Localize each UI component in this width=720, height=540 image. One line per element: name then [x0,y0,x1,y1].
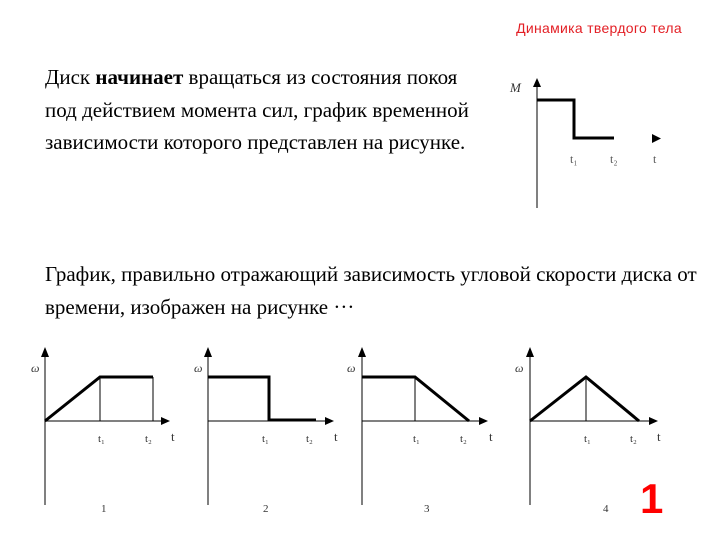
question-text: График, правильно отражающий зависимость угловой скорости диска от времени, изображен на рисунке ··· [45,262,697,319]
option-2-graph [194,347,338,515]
moment-curve [537,100,614,138]
option-1-y-label: ω [31,361,40,375]
option-1-x-label: t [171,429,175,444]
moment-graph-axes [533,78,661,208]
option-1-graph [31,347,175,515]
option-2-x-arrow [325,417,334,425]
option-3-number: 3 [424,503,430,515]
option-3-graph [347,347,493,515]
option-3-y-arrow [358,347,366,357]
statement-part2: вращаться из состояния покоя под действием момента сил, график временной зависимости которого представлен на рисунке. [45,65,469,154]
option-4-y-arrow [526,347,534,357]
option-4-number: 4 [603,503,609,515]
option-2-y-arrow [204,347,212,357]
moment-x-label: t [653,152,657,166]
option-1-curve [45,377,153,421]
option-4-curve [530,377,639,421]
option-1-x-arrow [161,417,170,425]
option-2-y-label: ω [194,361,203,375]
option-2-t2-label: t₂ [306,433,313,445]
moment-y-label: M [510,80,521,95]
option-2-t1-label: t₁ [262,433,269,445]
moment-y-arrow [533,78,541,87]
option-2-curve [208,377,316,420]
option-1-t1-label: t₁ [98,433,105,445]
moment-t1-label: t₁ [570,152,578,166]
option-3-curve [362,377,469,421]
slide-header-title: Динамика твердого тела [516,20,682,36]
option-1-number: 1 [101,503,107,515]
option-4-x-arrow [649,417,658,425]
option-4-x-label: t [657,429,661,444]
option-3-y-label: ω [347,361,356,375]
moment-t2-label: t₂ [610,152,618,166]
option-4-t2-label: t₂ [630,433,637,445]
option-4-y-label: ω [515,361,524,375]
option-2-number: 2 [263,503,269,515]
option-1-y-arrow [41,347,49,357]
option-3-t2-label: t₂ [460,433,467,445]
option-3-x-label: t [489,429,493,444]
moment-x-arrow [652,134,661,143]
problem-statement [45,61,485,159]
option-4-t1-label: t₁ [584,433,591,445]
statement-bold-word: начинает [95,65,184,89]
option-1-t2-label: t₂ [145,433,152,445]
option-2-x-label: t [334,429,338,444]
statement-part1: Диск [45,65,96,89]
correct-answer-number: 1 [640,475,664,522]
option-3-t1-label: t₁ [413,433,420,445]
option-3-x-arrow [479,417,488,425]
